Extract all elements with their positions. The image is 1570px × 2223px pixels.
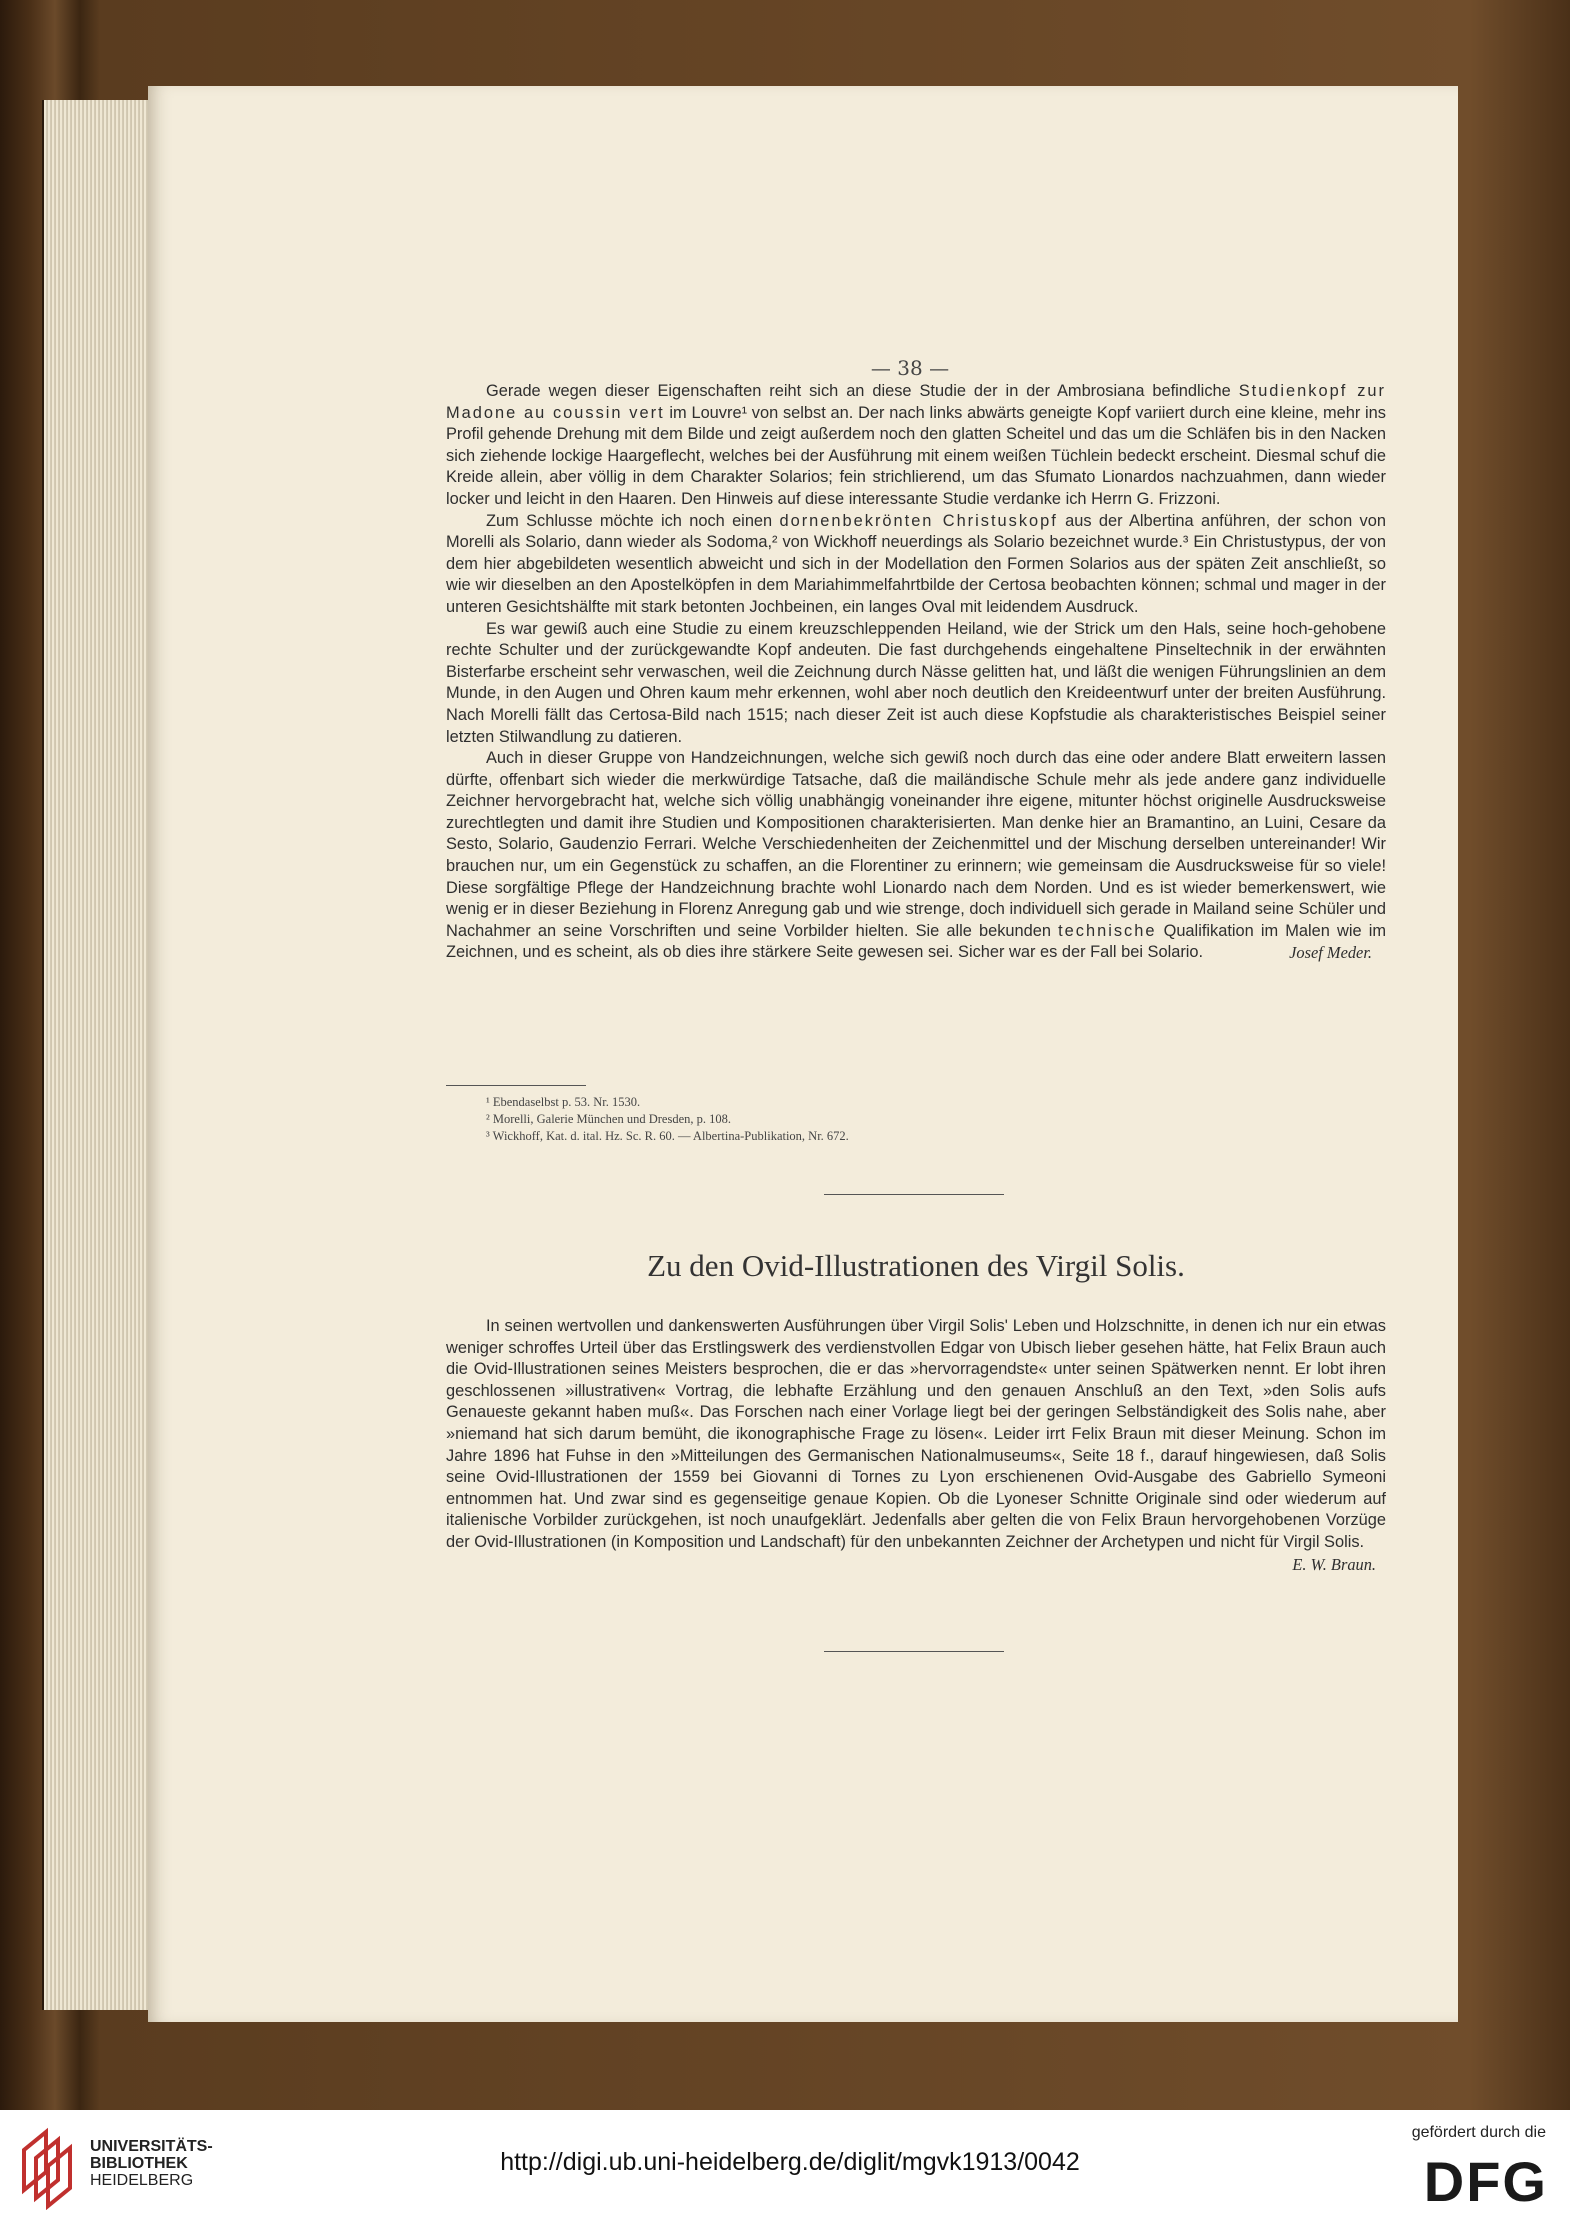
- end-divider: [824, 1651, 1004, 1652]
- dfg-logo: DFG: [1423, 2150, 1548, 2213]
- funding-label: gefördert durch die: [1411, 2124, 1546, 2141]
- book-page: [148, 86, 1458, 2022]
- paragraph-4: Auch in dieser Gruppe von Handzeichnungen, welche sich gewiß noch durch das eine oder andere Blatt erweitern lassen dürfte, offenbart sich wieder die merkwürdige Tatsache, daß die mailändische Schule mehr als jede andere ganz individuelle Zeichner hervorgebracht hat, welche sich völlig unabhängig voneinander ihre eigene, mitunter höchst originelle Ausdrucksweise zurechtlegten und damit ihre Studien und Kompositionen charakterisierten. Man denke hier an Bramantino, an Luini, Cesare da Sesto, Solario, Gaudenzio Ferrari. Welche Verschiedenheiten der Zeichenmittel und der Mischung derselben untereinander! Wir brauchen nur, um ein Gegenstück zu schaffen, an die Florentiner zu erinnern; wie gemeinsam die Ausdrucksweise für so viele! Diese sorgfältige Pflege der Handzeichnung brachte wohl Lionardo nach dem Norden. Und es ist wieder bemerkenswert, wie wenig er in dieser Beziehung in Florenz Anregung gab und wie strenge, doch individuell sich gerade in Mailand seine Schüler und Nachahmer an seine Vorschriften und seine Vorbilder hielten. Sie alle bekunden technische Qualifikation im Malen wie im Zeichnen, und es scheint, als ob dies ihre stärkere Seite gewesen sei. Sicher war es der Fall bei Solario. Josef Meder.: [446, 749, 1386, 963]
- section-divider: [824, 1194, 1004, 1195]
- second-article-signature: E. W. Braun.: [1292, 1554, 1376, 1574]
- article-signature: Josef Meder.: [1289, 943, 1372, 963]
- paragraph-1: Gerade wegen dieser Eigenschaften reiht sich an diese Studie der in der Ambrosiana befindliche Studienkopf zur Madone au coussin vert im Louvre¹ von selbst an. Der nach links abwärts geneigte Kopf variiert durch eine kleine, mehr ins Profil gehende Drehung mit dem Bilde und zeigt außerdem noch den glatten Scheitel und das um die Schläfen bis in den Nacken sich ziehende lockige Haargeflecht, welches bei der Ausführung mit einem weißen Tüchlein bedeckt erscheint. Diesmal schuf die Kreide allein, aber völlig in dem Charakter Solarios; fein strichlierend, um das Sfumato Lionardos nachzuahmen, dann wieder locker und leicht in den Haaren. Den Hinweis auf diese interessante Studie verdanke ich Herrn G. Frizzoni.: [446, 382, 1386, 508]
- paragraph-2: Zum Schlusse möchte ich noch einen dornenbekrönten Christuskopf aus der Albertina anführen, der schon von Morelli als Solario, dann wieder als Sodoma,² von Wickhoff neuerdings als Solario bezeichnet wurde.³ Ein Christustypus, der von dem hier abgebildeten wesentlich abweicht und sich in der Modellation den Formen Solarios aus der späten Zeit anschließt, so wie wir dieselben an den Apostelköpfen in dem Mariahimmelfahrtbilde der Certosa beobachten können; schmal und mager in der unteren Gesichtshälfte mit stark betonten Jochbeinen, ein langes Oval mit leidendem Ausdruck.: [446, 511, 1386, 616]
- paragraph-3: Es war gewiß auch eine Studie zu einem kreuzschleppenden Heiland, wie der Strick um den Hals, seine hoch-gehobene rechte Schulter und der zurückgewandte Kopf andeuten. Die fast durchgehends eingehaltene Pinseltechnik in der erwähnten Bisterfarbe erscheint sehr verwaschen, weil die Zeichnung durch Nässe gelitten hat, und läßt die wenigen Führungslinien an dem Munde, in den Augen und Ohren kaum mehr erkennen, wohl aber noch deutlich den Kreideentwurf unter der breiten Ausführung. Nach Morelli fällt das Certosa-Bild nach 1515; nach dieser Zeit ist auch diese Kopfstudie als charakteristisches Beispiel seiner letzten Stilwandlung zu datieren.: [446, 619, 1386, 746]
- second-article-body: [446, 1316, 1386, 1575]
- article-body: [446, 381, 1386, 964]
- page-number: — 38 —: [870, 356, 950, 380]
- library-logo-icon: [18, 2120, 80, 2210]
- book-page-edges: [42, 100, 154, 2010]
- second-paragraph: In seinen wertvollen und dankenswerten Ausführungen über Virgil Solis' Leben und Holzschnitte, in denen ich nur ein etwas weniger schroffes Urteil über das Erstlingswerk des verdienstvollen Edgar von Ubisch lieber gesehen hätte, hat Felix Braun auch die Ovid-Illustrationen seines Meisters besprochen, die er das »hervorragendste« unter seinen Spätwerken nennt. Er lobt ihren geschlossenen »illustrativen« Vortrag, die lebhafte Erzählung und den genauen Anschluß an den Text, »den Solis aufs Genaueste gekannt haben muß«. Das Forschen nach einer Vorlage liegt bei der geringen Selbständigkeit des Solis nahe, aber »niemand hat sich darum bemüht, die ikonographische Frage zu lösen«. Leider irrt Felix Braun mit dieser Meinung. Schon im Jahre 1896 hat Fuhse in den »Mitteilungen des Germanischen Nationalmuseums«, Seite 18 f., darauf hingewiesen, daß Solis seine Ovid-Illustrationen der 1559 bei Giovanni di Tornes zu Lyon erschienenen Ovid-Ausgabe des Gabriello Symeoni entnommen hat. Und zwar sind es gegenseitige genaue Kopien. Ob die Lyoneser Schnitte Originale sind oder wiederum auf italienische Vorbilder zurückgehen, ist noch unaufgeklärt. Jedenfalls aber gelten die von Felix Braun hervorgehobenen Vorzüge der Ovid-Illustrationen (in Komposition und Landschaft) für den unbekannten Zeichner der Archetypen und nicht für Virgil Solis.: [446, 1317, 1386, 1551]
- article-title: Zu den Ovid-Illustrationen des Virgil Solis.: [647, 1248, 1185, 1283]
- footnote-1: ¹ Ebendaselbst p. 53. Nr. 1530.: [486, 1095, 641, 1109]
- footnote-2: ² Morelli, Galerie München und Dresden, p. 108.: [486, 1112, 732, 1126]
- footer-bar: [0, 2110, 1570, 2223]
- footnote-rule: [446, 1085, 586, 1086]
- permalink-url[interactable]: http://digi.ub.uni-heidelberg.de/diglit/mgvk1913/0042: [500, 2148, 1080, 2176]
- library-name: UNIVERSITÄTS- BIBLIOTHEK HEIDELBERG: [90, 2138, 213, 2189]
- footnotes: [486, 1094, 1186, 1145]
- footnote-3: ³ Wickhoff, Kat. d. ital. Hz. Sc. R. 60. — Albertina-Publikation, Nr. 672.: [486, 1129, 849, 1143]
